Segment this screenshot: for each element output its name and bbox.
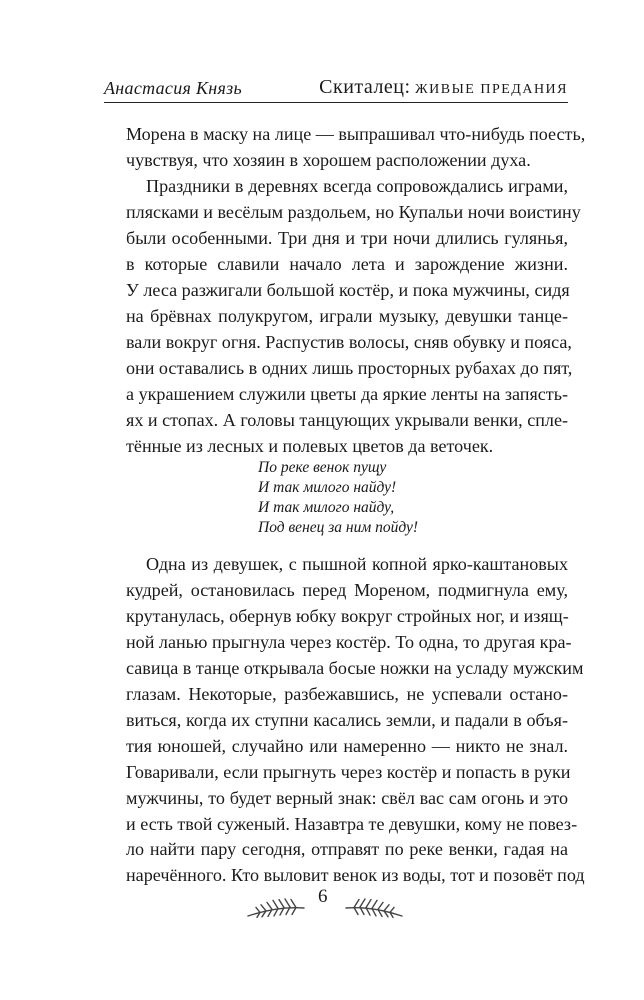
header-author: Анастасия Князь [104, 78, 242, 98]
text-line: Одна из девушек, с пышной копной ярко-каштановых [146, 554, 568, 574]
text-line: в которые славили начало лета и зарождение жизни. [126, 253, 568, 274]
text-line: они оставались в одних лишь просторных рубахах до пят, [126, 357, 573, 378]
text-line: У леса разжигали большой костёр, и пока мужчины, сидя [126, 279, 570, 300]
poem-verse [258, 458, 418, 538]
text-line: мужчины, то будет верный знак: свёл вас сам огонь и это [126, 787, 568, 808]
text-line: и есть твой суженый. Назавтра те девушки, кому не повез- [126, 813, 578, 834]
text-line: ях и стопах. А головы танцующих укрывали венки, спле- [126, 409, 568, 430]
text-line: виться, когда их ступни касались земли, и падали в объя- [126, 709, 568, 730]
page-number: 6 [318, 886, 328, 907]
text-line: были особенными. Три дня и три ночи длились гулянья, [126, 227, 568, 248]
text-line: вали вокруг огня. Распустив волосы, сняв обувку и пояса, [126, 331, 572, 352]
text-line: наречённого. Кто выловит венок из воды, тот и позовёт под [126, 865, 585, 886]
text-line: Говаривали, если прыгнуть через костёр и попасть в руки [126, 761, 571, 782]
page-footer [244, 888, 404, 928]
running-header [104, 76, 568, 103]
poem-line: Под венец за ним пойду! [258, 519, 419, 536]
text-line: Морена в маску на лице — выпрашивал что-нибудь поесть, [126, 124, 586, 144]
poem-line: По реке венок пущу [258, 459, 387, 476]
paragraph-1 [126, 122, 586, 174]
text-line: плясками и весёлым раздольем, но Купальи ночи воистину [126, 201, 581, 222]
text-line: тённые из лесных и полевых цветов да веточек. [126, 435, 494, 456]
text-line: савица в танце открывала босые ножки на усладу мужским [126, 657, 584, 678]
text-line: тия юношей, случайно или намеренно — никто не знал. [126, 735, 568, 756]
text-line: Праздники в деревнях всегда сопровождались играми, [146, 176, 568, 196]
poem-line: И так милого найду! [258, 479, 397, 496]
text-line: кудрей, остановилась перед Мореном, подмигнула ему, [126, 579, 568, 600]
text-line: на брёвнах полукругом, играли музыку, девушки танце- [126, 305, 568, 326]
poem-line: И так милого найду, [258, 499, 395, 516]
text-line: крутанулась, обернув юбку вокруг стройных ног, и изящ- [126, 605, 569, 626]
header-title-main: Скиталец: [319, 76, 411, 98]
text-line: ло найти пару сегодня, отправят по реке венки, гадая на [126, 839, 568, 860]
fern-ornament-right-icon [344, 892, 406, 922]
paragraph-3 [126, 552, 585, 889]
text-line: чувствуя, что хозяин в хорошем расположении духа. [126, 149, 531, 170]
header-title [319, 76, 568, 99]
text-line: ной ланью прыгнула через костёр. То одна, то другая кра- [126, 631, 572, 652]
paragraph-2 [126, 174, 581, 459]
text-line: а украшением служили цветы да яркие ленты на запясть- [126, 383, 568, 404]
header-title-sub: ЖИВЫЕ ПРЕДАНИЯ [415, 82, 568, 97]
fern-ornament-left-icon [244, 892, 306, 922]
text-line: глазам. Некоторые, разбежавшись, не успевали остано- [126, 683, 568, 704]
